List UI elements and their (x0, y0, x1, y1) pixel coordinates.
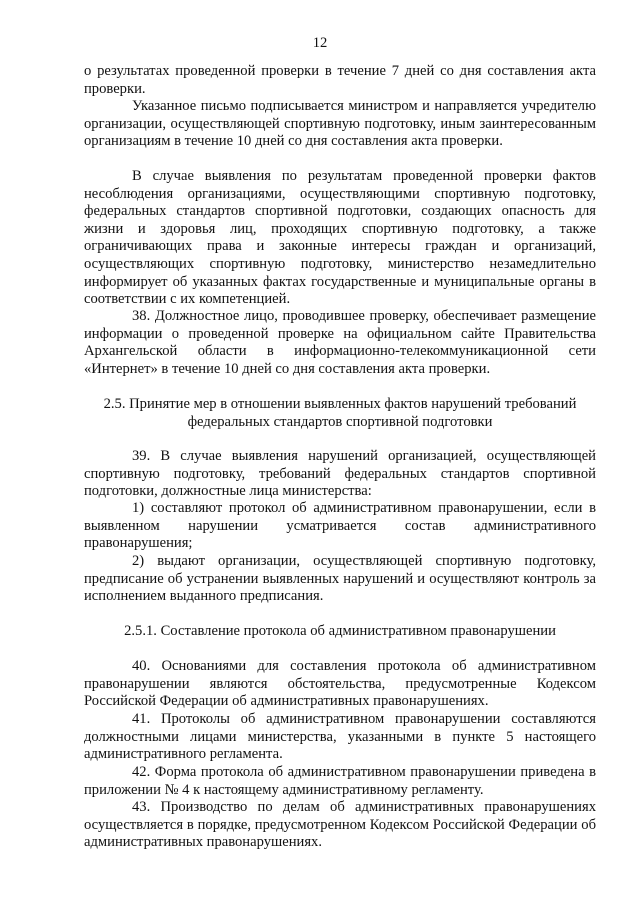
paragraph-continuation: о результатах проведенной проверки в течение 7 дней со дня составления акта проверки. (84, 63, 596, 97)
paragraph-39: 39. В случае выявления нарушений организацией, осуществляющей спортивную подготовку, требований федеральных стандартов спортивной подготовки, должностные лица министерства: (84, 448, 596, 500)
paragraph-39-item-2: 2) выдают организации, осуществляющей спортивную подготовку, предписание об устранении выявленных нарушений и осуществляют контроль за исполнением выданного предписания. (84, 553, 596, 605)
section-heading-2-5-1: 2.5.1. Составление протокола об административном правонарушении (124, 623, 556, 639)
paragraph-38: 38. Должностное лицо, проводившее проверку, обеспечивает размещение информации о проведенной проверке на официальном сайте Правительства Архангельской области в информационно-телекоммуникационной сети «Интернет» в течение 10 дней со дня составления акта проверки. (84, 308, 596, 377)
paragraph-42: 42. Форма протокола об административном правонарушении приведена в приложении № 4 к настоящему административному регламенту. (84, 764, 596, 798)
paragraph-40: 40. Основаниями для составления протокола об административном правонарушении являются обстоятельства, предусмотренные Кодексом Российской Федерации об административных правонарушениях. (84, 658, 596, 710)
section-heading-2-5: 2.5. Принятие мер в отношении выявленных фактов нарушений требований федеральных стандартов спортивной подготовки (103, 396, 577, 430)
paragraph-letter-signing: Указанное письмо подписывается министром и направляется учредителю организации, осуществляющей спортивную подготовку, иным заинтересованным организациям в течение 10 дней со дня составления акта проверки. (84, 98, 596, 150)
paragraph-violations-notice: В случае выявления по результатам проведенной проверки фактов несоблюдения организациями, осуществляющими спортивную подготовку, федеральных стандартов спортивной подготовки, создающих опасность для жизни и здоровья лиц, проходящих спортивную подготовку, а также ограничивающих права и законные интересы граждан и организаций, осуществляющих спортивную подготовку, министерство незамедлительно информирует об указанных фактах государственные и муниципальные органы в соответствии с их компетенцией. (84, 168, 596, 308)
paragraph-41: 41. Протоколы об административном правонарушении составляются должностными лицами министерства, указанными в пункте 5 настоящего административного регламента. (84, 711, 596, 763)
page-number: 12 (312, 35, 328, 51)
paragraph-39-item-1: 1) составляют протокол об административном правонарушении, если в выявленном нарушении усматривается состав административного правонарушения; (84, 500, 596, 552)
paragraph-43: 43. Производство по делам об административных правонарушениях осуществляется в порядке, предусмотренном Кодексом Российской Федерации об административных правонарушениях. (84, 799, 596, 851)
